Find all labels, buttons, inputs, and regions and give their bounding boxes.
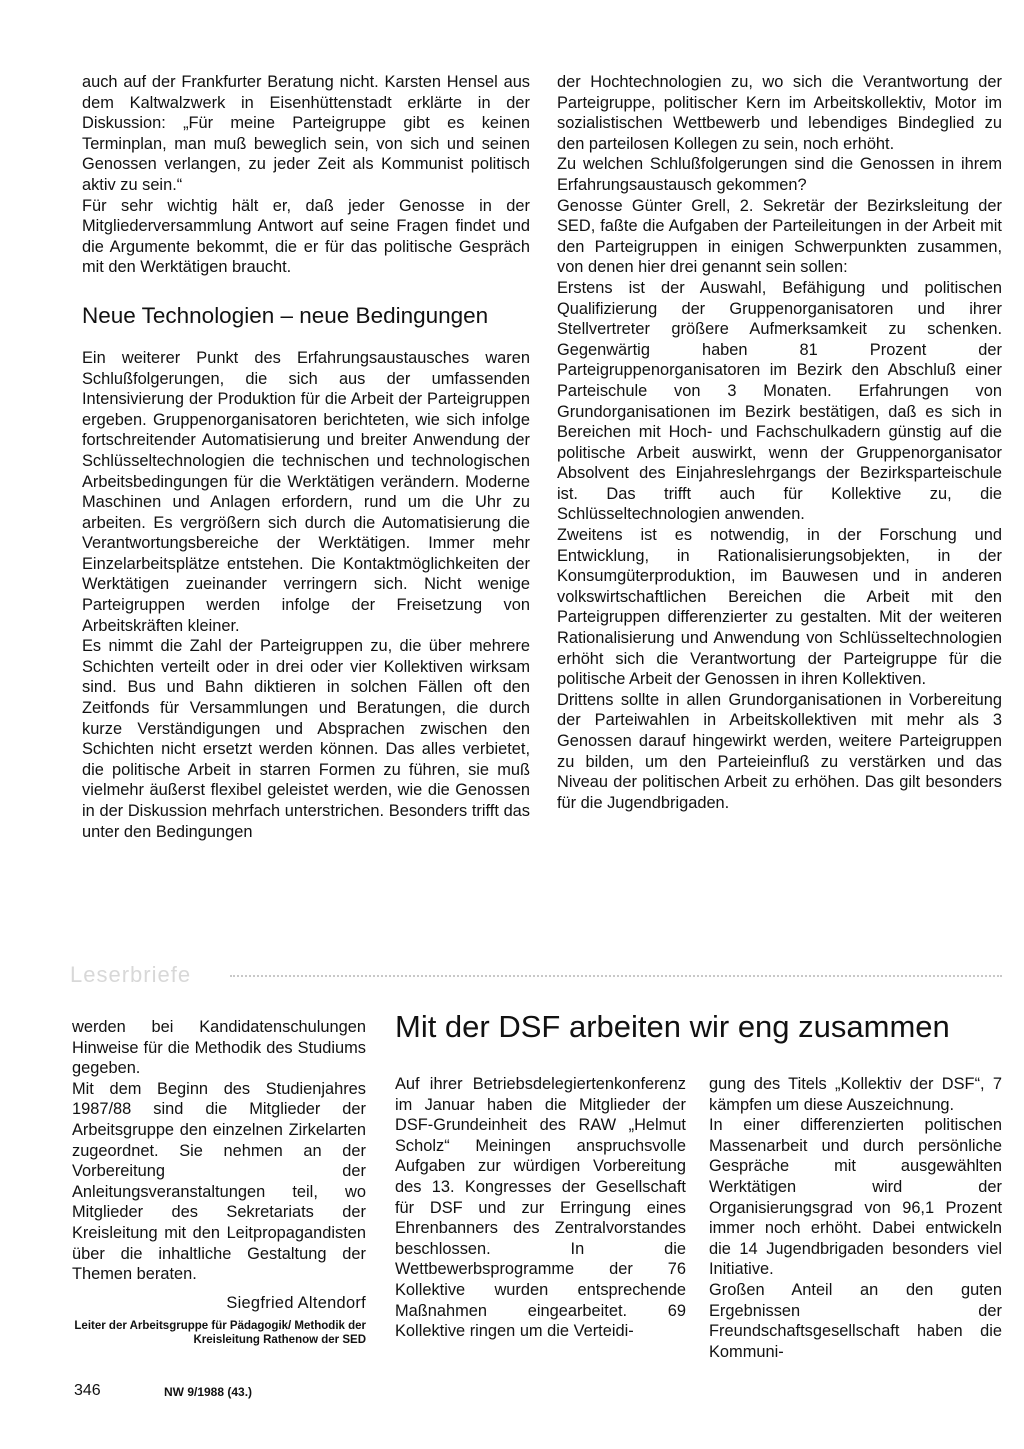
paragraph: Zu welchen Schlußfolgerungen sind die Genossen in ihrem Erfahrungsaustausch gekommen? [557, 155, 1002, 194]
paragraph: Drittens sollte in allen Grundorganisationen in Vorbereitung der Parteiwahlen in Arbeitskollektiven mit mehr als 3 Genossen darauf hingewirkt werden, weitere Parteigruppen zu bilden, um den Parteieinfluß zu verstärken und das Niveau der politischen Arbeit zu erhöhen. Das gilt besonders für die Jugendbrigaden. [557, 690, 1002, 812]
paragraph: gung des Titels „Kollektiv der DSF“, 7 kämpfen um diese Auszeichnung. [709, 1075, 1002, 1114]
article-headline: Mit der DSF arbeiten wir eng zusammen [395, 1009, 950, 1044]
article-column-left [395, 1074, 686, 1342]
subheading: Neue Technologien – neue Bedingungen [82, 302, 489, 328]
paragraph: Großen Anteil an den guten Ergebnissen der Freundschaftsgesellschaft haben die Kommuni- [709, 1280, 1002, 1361]
page-number: 346 [74, 1382, 101, 1399]
paragraph: Erstens ist der Auswahl, Befähigung und politischen Qualifizierung der Gruppenorganisatoren und ihrer Stellvertreter größere Aufmerksamkeit zu schenken. Gegenwärtig haben 81 Prozent der Parteigruppenorganisatoren im Bezirk den Abschluß einer Parteischule von 3 Monaten. Erfahrungen von Grundorganisationen im Bezirk bestätigen, daß es sich in Bereichen mit Hoch- und Fachschulkadern günstig auf die politische Arbeit auswirkt, wenn der Gruppenorganisator Absolvent des Einjahreslehrgangs der Bezirksparteischule ist. Das trifft auch für Kollektive zu, die Schlüsseltechnologien anwenden. [557, 278, 1002, 524]
upper-left-column [82, 72, 530, 842]
paragraph: Zweitens ist es notwendig, in der Forschung und Entwicklung, in Rationalisierungsobjekten, in der Konsumgüterproduktion, im Bauwesen und in anderen volkswirtschaftlichen Bereichen die Arbeit mit den Parteigruppen differenzierter zu gestalten. Mit der weiteren Rationalisierung und Anwendung von Schlüsseltechnologien erhöht sich die Verantwortung der Parteigruppe für die politische Arbeit der Genossen in ihren Kollektiven. [557, 526, 1002, 689]
paragraph: Es nimmt die Zahl der Parteigruppen zu, die über mehrere Schichten verteilt oder in drei oder vier Kollektiven wirksam sind. Bus und Bahn diktieren in solchen Fällen oft den Zeitfonds für Versammlungen und Beratungen, die durch kurze Verständigungen und Absprachen zwischen den Schichten nicht ersetzt werden können. Das alles verbietet, die politische Arbeit in starren Formen zu führen, sie muß vielmehr äußerst flexibel geleistet werden, wie die Genossen in der Diskussion mehrfach unterstrichen. Besonders trifft das unter den Bedingungen [82, 637, 530, 841]
issue-label: NW 9/1988 (43.) [164, 1385, 253, 1399]
paragraph: der Hochtechnologien zu, wo sich die Verantwortung der Parteigruppe, politischer Kern im Arbeitskollektiv, Motor im sozialistischen Wettbewerb und lebendiges Bindeglied zu den parteilosen Kollegen zu sein, noch erhöht. [557, 73, 1002, 153]
article-column-right [709, 1074, 1002, 1362]
section-band [70, 960, 1002, 990]
upper-right-column [557, 72, 1002, 813]
paragraph: Auf ihrer Betriebsdelegiertenkonferenz im Januar haben die Mitglieder der DSF-Grundeinheit des RAW „Helmut Scholz“ Meiningen anspruchsvolle Aufgaben zur würdigen Vorbereitung des 13. Kongresses der Gesellschaft für DSF und zur Erringung eines Ehrenbanners des Zentralvorstandes beschlossen. In die Wettbewerbsprogramme der 76 Kollektive wurden entsprechende Maßnahmen eingearbeitet. 69 Kollektive ringen um die Verteidi- [395, 1075, 686, 1341]
paragraph: Für sehr wichtig hält er, daß jeder Genosse in der Mitgliederversammlung Antwort auf seine Fragen findet und die Argumente bekommt, die er für das politische Gespräch mit den Werktätigen braucht. [82, 196, 530, 277]
paragraph: Ein weiterer Punkt des Erfahrungsaustausches waren Schlußfolgerungen, die sich aus der umfassenden Intensivierung der Produktion für die Arbeit der Parteigruppen ergeben. Gruppenorganisatoren berichteten, wie sich infolge fortschreitender Automatisierung und breiter Anwendung der Schlüsseltechnologien die technischen und technologischen Arbeitsbedingungen für die Werktätigen verändern. Moderne Maschinen und Anlagen erfordern, rund um die Uhr zu arbeiten. Es vergrößern sich durch die Automatisierung die Verantwortungsbereiche der Werktätigen. Immer mehr Einzelarbeitsplätze entstehen. Die Kontaktmöglichkeiten der Werktätigen zueinander verringern sich. Nicht wenige Parteigruppen werden infolge der Freisetzung von Arbeitskräften kleiner. [82, 348, 530, 635]
paragraph: auch auf der Frankfurter Beratung nicht. Karsten Hensel aus dem Kaltwalzwerk in Eisenhüttenstadt erklärte in der Diskussion: „Für meine Parteigruppe gibt es keinen Terminplan, man muß beweglich sein, von sich und seinen Genossen verlangen, zu jeder Zeit als Kommunist politisch aktiv zu sein.“ [82, 73, 530, 194]
paragraph: Mit dem Beginn des Studienjahres 1987/88 sind die Mitglieder der Arbeitsgruppe den einzelnen Zirkelarten zugeordnet. Sie nehmen an der Vorbereitung der Anleitungsveranstaltungen teil, wo Mitglieder des Sekretariats der Kreisleitung mit den Leitpropagandisten über die inhaltliche Gestaltung der Themen beraten. [72, 1079, 366, 1284]
lower-left-column [72, 1017, 366, 1347]
author-affiliation: Leiter der Arbeitsgruppe für Pädagogik/ Methodik der Kreisleitung Rathenow der SED [74, 1320, 366, 1347]
paragraph: In einer differenzierten politischen Massenarbeit und durch persönliche Gespräche mit ausgewählten Werktätigen wird der Organisierungsgrad von 96,1 Prozent immer noch erhöht. Dabei entwickeln die 14 Jugendbrigaden besonders viel Initiative. [709, 1116, 1002, 1279]
paragraph: werden bei Kandidatenschulungen Hinweise für die Methodik des Studiums gegeben. [72, 1018, 366, 1078]
section-label: Leserbriefe [70, 962, 192, 987]
author-name: Siegfried Altendorf [226, 1293, 366, 1312]
paragraph: Genosse Günter Grell, 2. Sekretär der Bezirksleitung der SED, faßte die Aufgaben der Parteileitungen in der Arbeit mit den Parteigruppen in einigen Schwerpunkten zusammen, von denen hier drei genannt sein sollen: [557, 196, 1002, 277]
section-divider [230, 975, 1002, 977]
